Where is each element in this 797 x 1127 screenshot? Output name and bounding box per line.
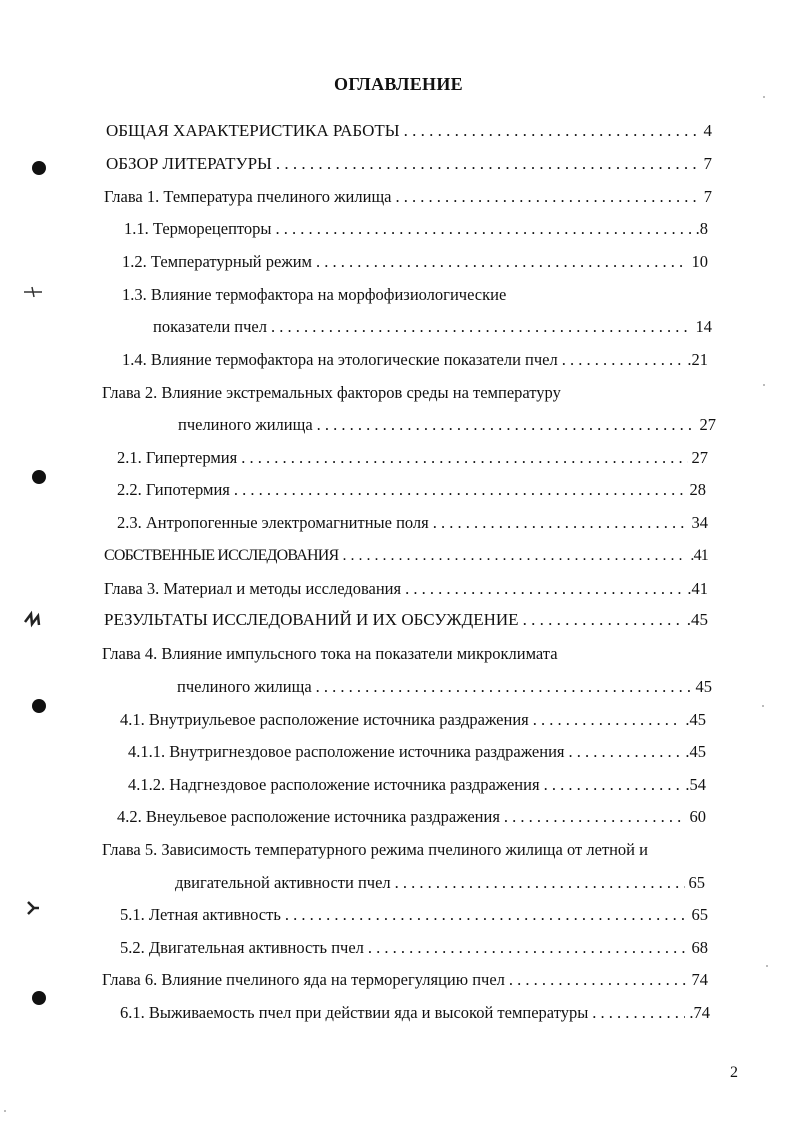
toc-entry[interactable] [122, 251, 708, 273]
toc-entry-label: Глава 3. Материал и методы исследования [104, 579, 402, 598]
toc-entry-label: РЕЗУЛЬТАТЫ ИССЛЕДОВАНИЙ И ИХ ОБСУЖДЕНИЕ [104, 610, 519, 629]
dot-leader [368, 937, 688, 959]
dot-leader [544, 774, 682, 796]
dot-leader [523, 609, 683, 631]
punch-hole [32, 991, 46, 1005]
toc-entry-label: двигательной активности пчел [175, 873, 391, 892]
toc-entry[interactable] [102, 382, 561, 404]
scan-mark-icon [22, 284, 44, 300]
toc-entry[interactable] [117, 479, 706, 501]
toc-entry-label: пчелиного жилища [177, 677, 312, 696]
toc-entry-page: 7 [703, 154, 712, 173]
toc-entry[interactable] [106, 120, 712, 142]
toc-entry-label: Глава 4. Влияние импульсного тока на показатели микроклимата [102, 644, 558, 663]
toc-entry-label: 4.1.1. Внутригнездовое расположение источника раздражения [128, 742, 565, 761]
dot-leader [395, 872, 685, 894]
toc-entry[interactable] [104, 578, 708, 600]
toc-entry-page: 7 [703, 187, 712, 206]
toc-entry-label: 1.3. Влияние термофактора на морфофизиологические [122, 285, 507, 304]
toc-entry-label: Глава 1. Температура пчелиного жилища [104, 187, 392, 206]
toc-entry[interactable] [104, 186, 712, 208]
toc-entry-page: .54 [685, 775, 706, 794]
toc-entry-page: .45 [685, 710, 706, 729]
dot-leader [562, 349, 684, 371]
toc-entry-label: ОБЗОР ЛИТЕРАТУРЫ [106, 154, 272, 173]
toc-entry-label: показатели пчел [153, 317, 267, 336]
toc-entry[interactable] [104, 609, 708, 631]
toc-entry[interactable] [178, 414, 716, 436]
dot-leader [342, 545, 686, 567]
toc-entry[interactable] [128, 774, 706, 796]
punch-hole [32, 699, 46, 713]
toc-entry-page: .74 [689, 1003, 710, 1022]
scan-speck [763, 384, 765, 386]
toc-entry[interactable] [120, 937, 708, 959]
dot-leader [509, 969, 688, 991]
toc-entry[interactable] [117, 512, 708, 534]
toc-entry-page: 28 [689, 480, 706, 499]
scan-mark-icon [24, 898, 42, 918]
dot-leader [504, 806, 686, 828]
toc-entry[interactable] [117, 447, 708, 469]
toc-entry-label: Глава 5. Зависимость температурного режима пчелиного жилища от летной и [102, 840, 648, 859]
dot-leader [404, 120, 700, 142]
toc-entry-label: ОБЩАЯ ХАРАКТЕРИСТИКА РАБОТЫ [106, 121, 400, 140]
toc-entry-label: 2.2. Гипотермия [117, 480, 230, 499]
toc-entry-page: .45 [685, 742, 706, 761]
toc-entry[interactable] [177, 676, 712, 698]
toc-entry-page: .21 [687, 350, 708, 369]
toc-entry[interactable] [117, 806, 706, 828]
dot-leader [433, 512, 688, 534]
punch-hole [32, 470, 46, 484]
scan-speck [762, 705, 764, 707]
toc-entry-label: 5.1. Летная активность [120, 905, 281, 924]
dot-leader [405, 578, 683, 600]
dot-leader [316, 251, 688, 273]
page-number: 2 [730, 1064, 738, 1081]
toc-entry[interactable] [120, 904, 708, 926]
toc-entry[interactable] [120, 1002, 710, 1024]
toc-entry-label: 1.4. Влияние термофактора на этологические показатели пчел [122, 350, 558, 369]
toc-entry-page: 68 [691, 938, 708, 957]
scan-speck [763, 96, 765, 98]
toc-entry-label: 2.1. Гипертермия [117, 448, 238, 467]
dot-leader [285, 904, 688, 926]
toc-entry-label: 1.1. Терморецепторы [124, 219, 272, 238]
dot-leader [316, 676, 692, 698]
toc-entry[interactable] [128, 741, 706, 763]
toc-entry-page: .45 [686, 610, 708, 629]
toc-entry-label: Глава 6. Влияние пчелиного яда на терморегуляцию пчел [102, 970, 505, 989]
toc-entry[interactable] [102, 839, 648, 861]
toc-entry[interactable] [102, 643, 558, 665]
toc-entry[interactable] [122, 349, 708, 371]
dot-leader [396, 186, 700, 208]
toc-entry-label: 6.1. Выживаемость пчел при действии яда и высокой температуры [120, 1003, 589, 1022]
toc-entry[interactable] [153, 316, 712, 338]
toc-entry-page: .41 [687, 579, 708, 598]
punch-hole [32, 161, 46, 175]
toc-entry[interactable] [120, 709, 706, 731]
toc-entry[interactable] [122, 284, 506, 306]
toc-entry-label: 4.2. Внеульевое расположение источника раздражения [117, 807, 500, 826]
dot-leader [241, 447, 687, 469]
toc-entry-page: 27 [699, 415, 716, 434]
dot-leader [234, 479, 686, 501]
scan-speck [4, 1110, 6, 1112]
toc-entry-label: 1.2. Температурный режим [122, 252, 312, 271]
dot-leader [275, 218, 691, 240]
dot-leader [533, 709, 682, 731]
toc-entry-page: 74 [691, 970, 708, 989]
toc-entry[interactable] [106, 153, 712, 175]
toc-entry-label: 4.1. Внутриульевое расположение источника раздражения [120, 710, 529, 729]
scan-mark-icon [22, 610, 42, 628]
dot-leader [569, 741, 682, 763]
toc-entry-page: 60 [689, 807, 706, 826]
page-title: ОГЛАВЛЕНИЕ [334, 74, 463, 94]
toc-entry-label: Глава 2. Влияние экстремальных факторов среды на температуру [102, 383, 561, 402]
toc-entry-page: 10 [691, 252, 708, 271]
toc-entry-label: 4.1.2. Надгнездовое расположение источника раздражения [128, 775, 540, 794]
toc-entry-page: 65 [688, 873, 705, 892]
toc-entry-label: 2.3. Антропогенные электромагнитные поля [117, 513, 429, 532]
toc-entry-page: 27 [691, 448, 708, 467]
toc-entry-page: .8 [695, 219, 708, 238]
dot-leader [592, 1002, 685, 1024]
scan-speck [766, 965, 768, 967]
toc-entry-page: 4 [703, 121, 712, 140]
toc-entry[interactable] [175, 872, 705, 894]
toc-entry-page: 45 [695, 677, 712, 696]
toc-entry-page: .41 [690, 547, 708, 564]
dot-leader [317, 414, 696, 436]
dot-leader [271, 316, 692, 338]
toc-entry[interactable] [102, 969, 708, 991]
toc-entry-label: пчелиного жилища [178, 415, 313, 434]
toc-entry-page: 65 [691, 905, 708, 924]
toc-entry-label: 5.2. Двигательная активность пчел [120, 938, 364, 957]
toc-entry-page: 34 [691, 513, 708, 532]
toc-entry[interactable] [124, 218, 708, 240]
toc-entry-page: 14 [695, 317, 712, 336]
toc-entry-label: СОБСТВЕННЫЕ ИССЛЕДОВАНИЯ [104, 547, 339, 564]
toc-entry[interactable] [104, 545, 708, 567]
dot-leader [276, 153, 700, 175]
